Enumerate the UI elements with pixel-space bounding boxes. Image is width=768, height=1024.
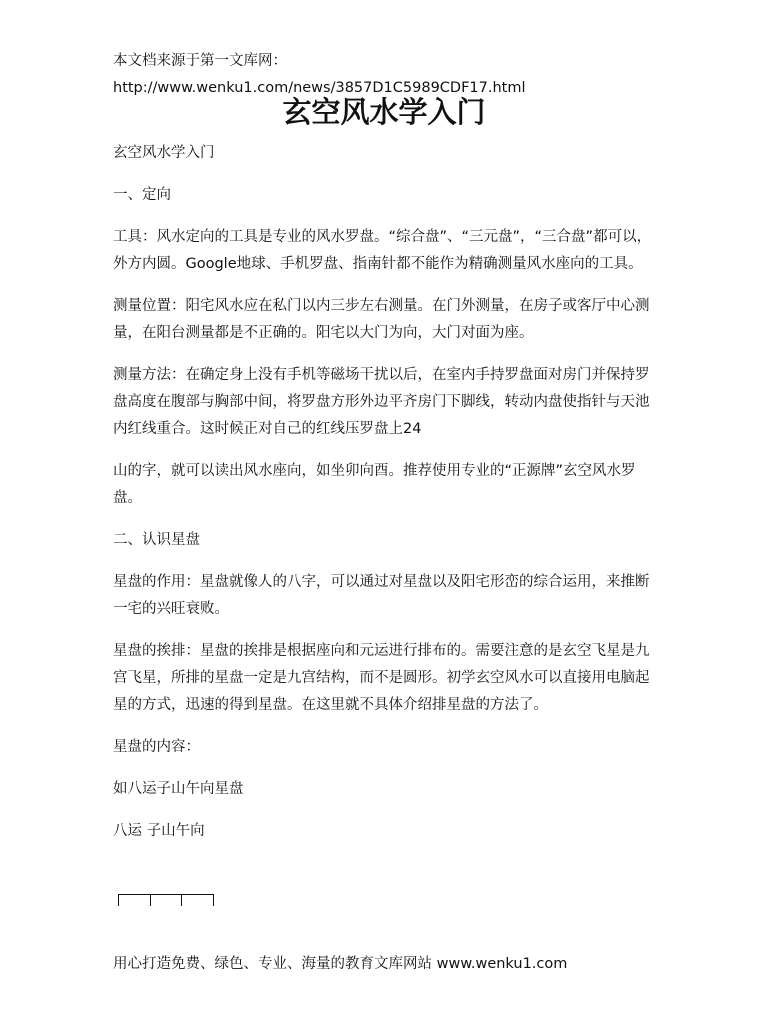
- section-heading-star-chart: 二、认识星盘: [113, 532, 200, 548]
- grid-cell: [182, 895, 214, 906]
- paragraph-chart-arrangement: 星盘的挨排：星盘的挨排是根据座向和元运进行排布的。需要注意的是玄空飞星是九宫飞星，所排的星盘一定是九宫结构，而不是圆形。初学玄空风水可以直接用电脑起星的方式，迅速的得到星盘。在这里就不具体介绍排星盘的方法了。: [113, 643, 650, 713]
- section-heading-orientation: 一、定向: [113, 187, 171, 203]
- paragraph-tools: 工具：风水定向的工具是专业的风水罗盘。“综合盘”、“三元盘”，“三合盘”都可以，外方内圆。Google地球、手机罗盘、指南针都不能作为精确测量风水座向的工具。: [113, 229, 652, 272]
- document-title: 玄空风水学入门: [282, 95, 486, 129]
- paragraph-measure-location: 测量位置：阳宅风水应在私门以内三步左右测量。在门外测量，在房子或客厅中心测量，在阳台测量都是不正确的。阳宅以大门为向，大门对面为座。: [113, 298, 650, 341]
- document-body: [113, 140, 663, 860]
- paragraph-chart-purpose: 星盘的作用：星盘就像人的八字，可以通过对星盘以及阳宅形峦的综合运用，来推断一宅的兴旺衰败。: [113, 574, 650, 617]
- paragraph-measure-method-cont: 山的字，就可以读出风水座向，如坐卯向酉。推荐使用专业的“正源牌”玄空风水罗盘。: [113, 463, 636, 506]
- paragraph-chart-content: 星盘的内容：: [113, 739, 200, 755]
- paragraph-example: 如八运子山午向星盘: [113, 781, 244, 797]
- grid-cell: [151, 895, 183, 906]
- star-chart-grid: [118, 894, 214, 906]
- source-header: 本文档来源于第一文库网：http://www.wenku1.com/news/3857D1C5989CDF17.html: [113, 53, 526, 96]
- grid-cell: [119, 895, 151, 906]
- paragraph-example-label: 八运 子山午向: [113, 823, 205, 839]
- paragraph-subtitle: 玄空风水学入门: [113, 145, 215, 161]
- site-footer: 用心打造免费、绿色、专业、海量的教育文库网站 www.wenku1.com: [113, 956, 568, 972]
- paragraph-measure-method: 测量方法：在确定身上没有手机等磁场干扰以后，在室内手持罗盘面对房门并保持罗盘高度在腹部与胸部中间，将罗盘方形外边平齐房门下脚线，转动内盘使指针与天池内红线重合。这时候正对自己的红线压罗盘上24: [113, 367, 650, 437]
